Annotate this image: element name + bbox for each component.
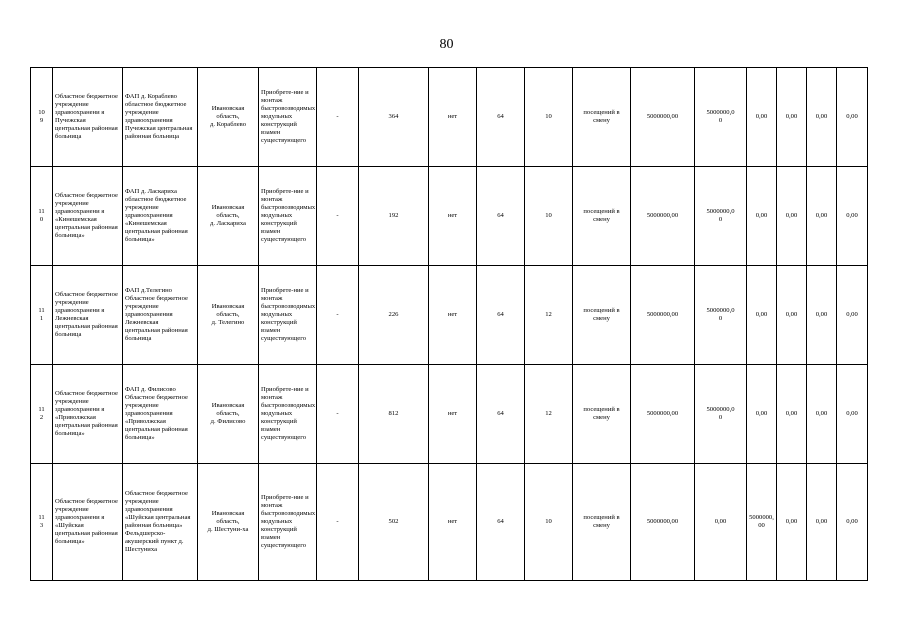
amount-year1-cell: 5000000,0 0: [695, 365, 747, 464]
flag-cell: нет: [429, 266, 477, 365]
address-cell: Ивановская область, д. Телегино: [198, 266, 259, 365]
amount-year5-cell: 0,00: [837, 365, 868, 464]
action-cell: Приобрете-ние и монтаж быстровозводимых модульных конструкций взамен существующего: [259, 464, 317, 581]
amount-year3-cell: 0,00: [777, 464, 807, 581]
institution-cell: Областное бюджетное учреждение здравоохранени я «Шуйская центральная районная больница»: [53, 464, 123, 581]
value-cell: 64: [477, 464, 525, 581]
unit-cell: посещений в смену: [573, 68, 631, 167]
table-row: [31, 365, 868, 464]
amount-year4-cell: 0,00: [807, 266, 837, 365]
value-cell: 64: [477, 365, 525, 464]
amount-year1-cell: 5000000,0 0: [695, 167, 747, 266]
amount-cell: 5000000,00: [631, 167, 695, 266]
amount-year4-cell: 0,00: [807, 167, 837, 266]
amount-year2-cell: 0,00: [747, 68, 777, 167]
page-number: 80: [439, 37, 454, 52]
dash-cell: -: [317, 365, 359, 464]
object-cell: Областное бюджетное учреждение здравоохранения «Шуйская центральная районная больница» Фельдшерско-акушерский пункт д. Шестунихa: [123, 464, 198, 581]
table-row: [31, 266, 868, 365]
amount-year5-cell: 0,00: [837, 167, 868, 266]
quantity-cell: 226: [359, 266, 429, 365]
table-row: [31, 68, 868, 167]
quantity-cell: 502: [359, 464, 429, 581]
address-cell: Ивановская область, д. Кораблево: [198, 68, 259, 167]
dash-cell: -: [317, 167, 359, 266]
dash-cell: -: [317, 266, 359, 365]
projects-table: [30, 67, 868, 581]
capacity-cell: 10: [525, 167, 573, 266]
action-cell: Приобрете-ние и монтаж быстровозводимых модульных конструкций взамен существующего: [259, 167, 317, 266]
quantity-cell: 812: [359, 365, 429, 464]
quantity-cell: 192: [359, 167, 429, 266]
amount-year4-cell: 0,00: [807, 464, 837, 581]
amount-year3-cell: 0,00: [777, 365, 807, 464]
amount-year5-cell: 0,00: [837, 464, 868, 581]
address-cell: Ивановская область, д. Ласкариха: [198, 167, 259, 266]
address-cell: Ивановская область, д. Шестуни-ха: [198, 464, 259, 581]
amount-cell: 5000000,00: [631, 68, 695, 167]
quantity-cell: 364: [359, 68, 429, 167]
action-cell: Приобрете-ние и монтаж быстровозводимых модульных конструкций взамен существующего: [259, 68, 317, 167]
row-number-cell: 11 0: [31, 167, 53, 266]
row-number-cell: 10 9: [31, 68, 53, 167]
capacity-cell: 10: [525, 464, 573, 581]
amount-cell: 5000000,00: [631, 266, 695, 365]
amount-year5-cell: 0,00: [837, 68, 868, 167]
institution-cell: Областное бюджетное учреждение здравоохранени я Пучежская центральная районная больница: [53, 68, 123, 167]
table-body: [31, 68, 868, 581]
object-cell: ФАП д.Телегино Областное бюджетное учреждение здравоохранения Лежневская центральная районная больница: [123, 266, 198, 365]
flag-cell: нет: [429, 365, 477, 464]
amount-year3-cell: 0,00: [777, 266, 807, 365]
value-cell: 64: [477, 68, 525, 167]
row-number-cell: 11 1: [31, 266, 53, 365]
amount-cell: 5000000,00: [631, 464, 695, 581]
flag-cell: нет: [429, 464, 477, 581]
unit-cell: посещений в смену: [573, 167, 631, 266]
amount-year1-cell: 5000000,0 0: [695, 266, 747, 365]
amount-year2-cell: 0,00: [747, 167, 777, 266]
institution-cell: Областное бюджетное учреждение здравоохранени я «Кинешемская центральная районная больница»: [53, 167, 123, 266]
amount-year4-cell: 0,00: [807, 68, 837, 167]
unit-cell: посещений в смену: [573, 464, 631, 581]
object-cell: ФАП д. Кораблево областное бюджетное учреждение здравоохранения Пучежская центральная районная больница: [123, 68, 198, 167]
institution-cell: Областное бюджетное учреждение здравоохранени я «Приволжская центральная районная больница»: [53, 365, 123, 464]
unit-cell: посещений в смену: [573, 266, 631, 365]
amount-year5-cell: 0,00: [837, 266, 868, 365]
amount-year3-cell: 0,00: [777, 167, 807, 266]
object-cell: ФАП д. Ласкариха областное бюджетное учреждение здравоохранения «Кинешемская центральная районная больница»: [123, 167, 198, 266]
address-cell: Ивановская область, д. Филисово: [198, 365, 259, 464]
value-cell: 64: [477, 266, 525, 365]
amount-year4-cell: 0,00: [807, 365, 837, 464]
table-row: [31, 464, 868, 581]
table-row: [31, 167, 868, 266]
capacity-cell: 12: [525, 365, 573, 464]
amount-year3-cell: 0,00: [777, 68, 807, 167]
amount-year1-cell: 0,00: [695, 464, 747, 581]
amount-cell: 5000000,00: [631, 365, 695, 464]
action-cell: Приобрете-ние и монтаж быстровозводимых модульных конструкций взамен существующего: [259, 266, 317, 365]
amount-year2-cell: 5000000, 00: [747, 464, 777, 581]
row-number-cell: 11 2: [31, 365, 53, 464]
dash-cell: -: [317, 464, 359, 581]
capacity-cell: 10: [525, 68, 573, 167]
action-cell: Приобрете-ние и монтаж быстровозводимых модульных конструкций взамен существующего: [259, 365, 317, 464]
capacity-cell: 12: [525, 266, 573, 365]
flag-cell: нет: [429, 68, 477, 167]
object-cell: ФАП д. Филисово Областное бюджетное учреждение здравоохранения «Приволжская центральная районная больница»: [123, 365, 198, 464]
dash-cell: -: [317, 68, 359, 167]
flag-cell: нет: [429, 167, 477, 266]
value-cell: 64: [477, 167, 525, 266]
amount-year2-cell: 0,00: [747, 365, 777, 464]
institution-cell: Областное бюджетное учреждение здравоохранени я Лежневская центральная районная больница: [53, 266, 123, 365]
row-number-cell: 11 3: [31, 464, 53, 581]
amount-year2-cell: 0,00: [747, 266, 777, 365]
amount-year1-cell: 5000000,0 0: [695, 68, 747, 167]
unit-cell: посещений в смену: [573, 365, 631, 464]
